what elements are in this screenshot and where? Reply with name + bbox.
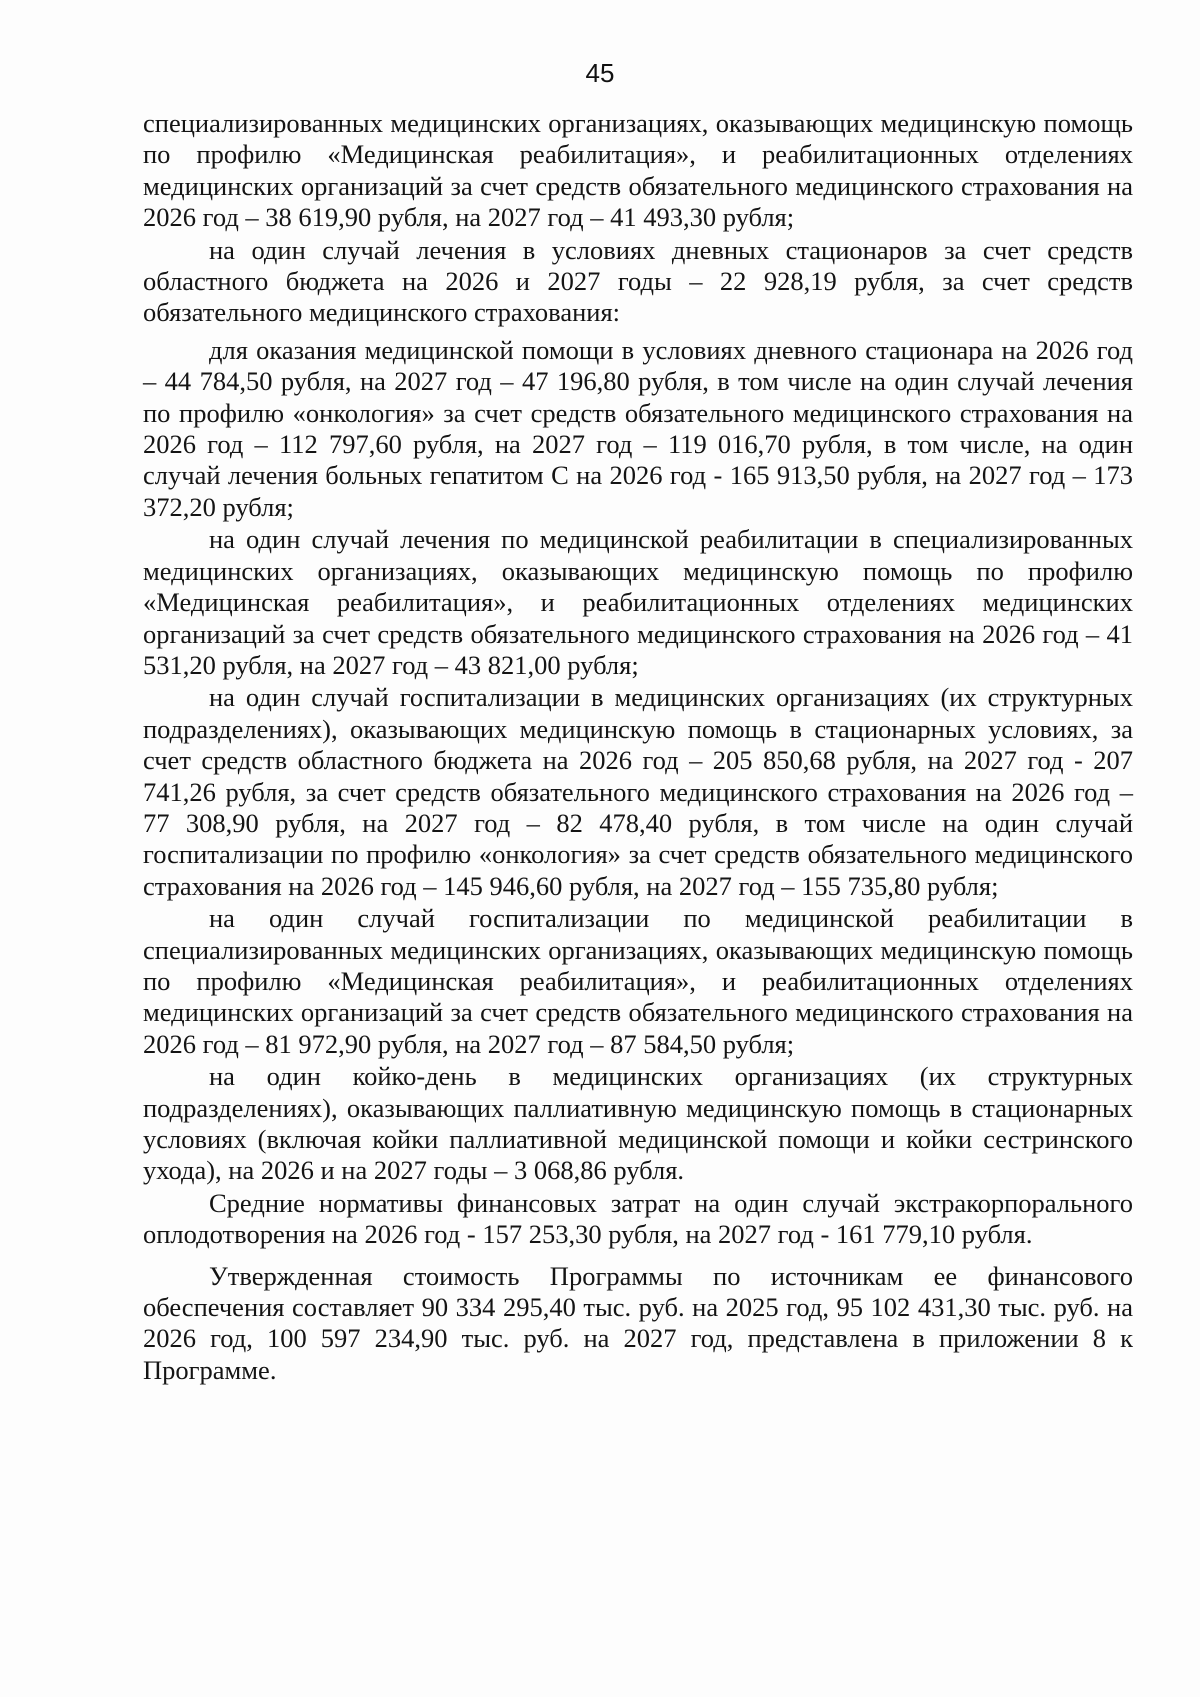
paragraph-ivf-standards: Средние нормативы финансовых затрат на один случай экстракорпорального оплодотворения на 2026 год - 157 253,30 рубля, на 2027 год - 161 779,10 рубля. [143,1187,1133,1250]
paragraph-palliative-bed-day: на один койко-день в медицинских организациях (их структурных подразделениях), оказывающих паллиативную медицинскую помощь в стационарных условиях (включая койки паллиативной медицинской помощи и койки сестринского ухода), на 2026 и на 2027 годы – 3 068,86 рубля. [143,1061,1133,1186]
paragraph-rehab-hospitalization-case: на один случай госпитализации по медицинской реабилитации в специализированных медицинских организациях, оказывающих медицинскую помощь по профилю «Медицинская реабилитация», и реабилитационных отделениях медицинских организаций за счет средств обязательного медицинского страхования на 2026 год – 81 972,90 рубля, на 2027 год – 87 584,50 рубля; [143,903,1133,1059]
paragraph-program-cost: Утвержденная стоимость Программы по источникам ее финансового обеспечения составляет 90 334 295,40 тыс. руб. на 2025 год, 95 102 431,30 тыс. руб. на 2026 год, 100 597 234,90 тыс. руб. на 2027 год, представлена в приложении 8 к Программе. [143,1260,1133,1385]
paragraph-day-hospital-case: на один случай лечения в условиях дневных стационаров за счет средств областного бюджета на 2026 и 2027 годы – 22 928,19 рубля, за счет средств обязательного медицинского страхования: [143,234,1133,328]
paragraph-day-hospital-care: для оказания медицинской помощи в условиях дневного стационара на 2026 год – 44 784,50 рубля, на 2027 год – 47 196,80 рубля, в том числе на один случай лечения по профилю «онкология» за счет средств обязательного медицинского страхования на 2026 год – 112 797,60 рубля, на 2027 год – 119 016,70 рубля, в том числе, на один случай лечения больных гепатитом С на 2026 год - 165 913,50 рубля, на 2027 год – 173 372,20 рубля; [143,334,1133,522]
document-body [143,108,1133,1387]
paragraph-continuation: специализированных медицинских организациях, оказывающих медицинскую помощь по профилю «Медицинская реабилитация», и реабилитационных отделениях медицинских организаций за счет средств обязательного медицинского страхования на 2026 год – 38 619,90 рубля, на 2027 год – 41 493,30 рубля; [143,108,1133,233]
paragraph-rehab-treatment-case: на один случай лечения по медицинской реабилитации в специализированных медицинских организациях, оказывающих медицинскую помощь по профилю «Медицинская реабилитация», и реабилитационных отделениях медицинских организаций за счет средств обязательного медицинского страхования на 2026 год – 41 531,20 рубля, на 2027 год – 43 821,00 рубля; [143,524,1133,680]
page-number: 45 [585,58,615,88]
paragraph-hospitalization-case: на один случай госпитализации в медицинских организациях (их структурных подразделениях), оказывающих медицинскую помощь в стационарных условиях, за счет средств областного бюджета на 2026 год – 205 850,68 рубля, на 2027 год - 207 741,26 рубля, за счет средств обязательного медицинского страхования на 2026 год – 77 308,90 рубля, на 2027 год – 82 478,40 рубля, в том числе на один случай госпитализации по профилю «онкология» за счет средств обязательного медицинского страхования на 2026 год – 145 946,60 рубля, на 2027 год – 155 735,80 рубля; [143,682,1133,901]
